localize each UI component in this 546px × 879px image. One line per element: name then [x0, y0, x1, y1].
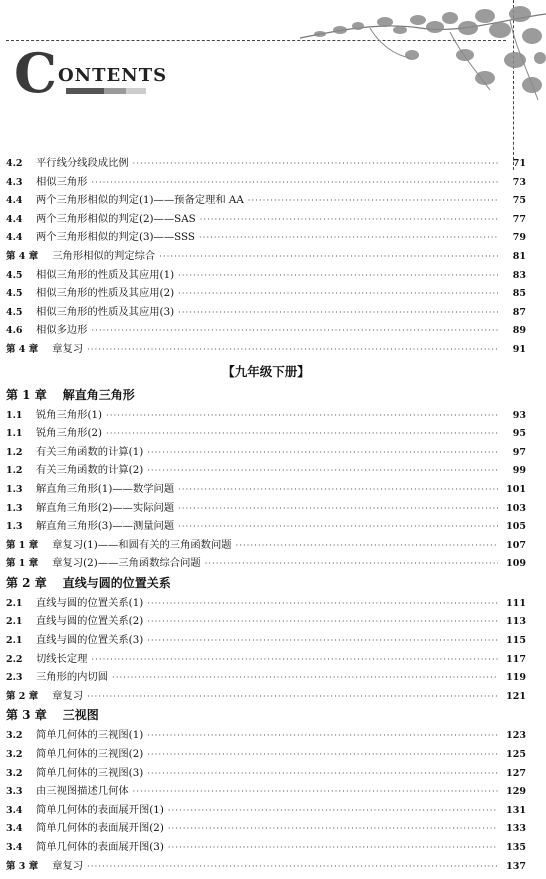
- leader-dots: [178, 271, 498, 280]
- leader-dots: [178, 504, 498, 513]
- entry-title: 两个三角形相似的判定(1)——预备定理和 AA: [36, 194, 244, 207]
- toc-entry[interactable]: [6, 461, 526, 480]
- entry-number: 第 1 章: [6, 558, 39, 570]
- unit-title: 三视图: [62, 708, 99, 723]
- entry-title: 相似三角形的性质及其应用(2): [36, 287, 175, 300]
- entry-page-number: 125: [506, 749, 526, 761]
- entry-number: 1.1: [6, 409, 23, 421]
- entry-number: 4.5: [6, 306, 23, 318]
- unit-3-heading: [6, 705, 526, 726]
- leader-dots: [87, 345, 498, 354]
- entry-page-number: 113: [506, 616, 526, 628]
- unit-title: 直线与圆的位置关系: [62, 575, 171, 590]
- entry-number: 1.1: [6, 428, 23, 440]
- entry-page-number: 89: [512, 325, 526, 337]
- leader-dots: [178, 289, 498, 298]
- entry-title: 章复习(2)——三角函数综合问题: [52, 557, 201, 570]
- toc-entry[interactable]: [6, 303, 526, 322]
- toc-entry[interactable]: [6, 154, 526, 173]
- unit-number: 第 1 章: [6, 387, 47, 402]
- leader-dots: [147, 769, 498, 778]
- entry-number: 4.5: [6, 288, 23, 300]
- entry-page-number: 123: [506, 730, 526, 742]
- entry-title: 解直角三角形(2)——实际问题: [36, 501, 175, 514]
- entry-number: 4.6: [6, 325, 23, 337]
- toc-entry[interactable]: [6, 499, 526, 518]
- entry-page-number: 111: [506, 597, 526, 609]
- entry-title: 切线长定理: [36, 652, 88, 665]
- entry-page-number: 91: [512, 343, 526, 355]
- toc-entry[interactable]: [6, 284, 526, 303]
- entry-number: 1.2: [6, 446, 23, 458]
- entry-page-number: 131: [506, 804, 526, 816]
- entry-title: 简单几何体的三视图(2): [36, 748, 144, 761]
- entry-number: 4.2: [6, 158, 23, 169]
- toc-entry[interactable]: [6, 764, 526, 783]
- entry-number: 4.4: [6, 195, 23, 207]
- leader-dots: [248, 196, 498, 205]
- toc-entry[interactable]: [6, 517, 526, 536]
- unit-3-entries: [6, 726, 526, 875]
- entry-title: 章复习: [52, 859, 84, 872]
- entry-page-number: 83: [512, 269, 526, 281]
- entry-number: 第 4 章: [6, 343, 39, 355]
- table-of-contents: [6, 154, 526, 875]
- leader-dots: [147, 750, 498, 759]
- entry-page-number: 99: [512, 465, 526, 477]
- entry-title: 有关三角函数的计算(2): [36, 464, 144, 477]
- entry-page-number: 71: [512, 158, 526, 169]
- toc-entry[interactable]: [6, 443, 526, 462]
- toc-entry[interactable]: [6, 480, 526, 499]
- toc-entry[interactable]: [6, 536, 526, 555]
- leader-dots: [199, 233, 498, 242]
- entry-number: 3.2: [6, 730, 23, 742]
- entry-page-number: 121: [506, 690, 526, 702]
- entry-page-number: 79: [512, 232, 526, 244]
- entry-title: 章复习: [52, 342, 84, 355]
- toc-entry[interactable]: [6, 687, 526, 706]
- toc-entry[interactable]: [6, 801, 526, 820]
- entry-number: 4.4: [6, 213, 23, 225]
- entry-title: 简单几何体的表面展开图(3): [36, 841, 164, 853]
- entry-title: 章复习(1)——和圆有关的三角函数问题: [52, 538, 232, 551]
- toc-entry[interactable]: [6, 424, 526, 443]
- leader-dots: [147, 466, 498, 475]
- leader-dots: [87, 862, 498, 871]
- entry-page-number: 133: [506, 823, 526, 835]
- leader-dots: [147, 599, 498, 608]
- entry-page-number: 95: [512, 428, 526, 440]
- leader-dots: [112, 673, 498, 682]
- entry-number: 3.4: [6, 842, 23, 853]
- entry-title: 有关三角函数的计算(1): [36, 445, 144, 458]
- entry-title: 简单几何体的表面展开图(1): [36, 803, 164, 816]
- entry-title: 相似三角形: [36, 175, 88, 188]
- logo-word: ONTENTS: [58, 65, 168, 86]
- entry-page-number: 127: [506, 767, 526, 779]
- entry-title: 锐角三角形(2): [36, 427, 103, 440]
- entry-number: 4.5: [6, 269, 23, 281]
- entry-title: 简单几何体的三视图(3): [36, 766, 144, 779]
- leader-dots: [106, 411, 498, 420]
- toc-entry[interactable]: [6, 668, 526, 687]
- entry-number: 3.3: [6, 786, 23, 798]
- toc-entry[interactable]: [6, 321, 526, 340]
- entry-number: 第 2 章: [6, 690, 39, 702]
- toc-entry[interactable]: [6, 210, 526, 229]
- entry-number: 2.1: [6, 635, 23, 647]
- entry-title: 两个三角形相似的判定(2)——SAS: [36, 212, 196, 225]
- toc-entry[interactable]: [6, 191, 526, 210]
- entry-title: 直线与圆的位置关系(1): [36, 596, 144, 609]
- unit-1-entries: [6, 406, 526, 573]
- entry-page-number: 103: [506, 502, 526, 514]
- toc-entry[interactable]: [6, 247, 526, 266]
- entry-page-number: 85: [512, 288, 526, 300]
- entry-page-number: 117: [506, 653, 526, 665]
- entry-number: 2.3: [6, 672, 23, 684]
- entry-title: 两个三角形相似的判定(3)——SSS: [36, 231, 195, 244]
- leader-dots: [87, 692, 498, 701]
- leader-dots: [200, 215, 498, 224]
- entry-title: 直线与圆的位置关系(3): [36, 634, 144, 647]
- leader-dots: [133, 787, 498, 796]
- toc-entry[interactable]: [6, 173, 526, 192]
- entry-number: 3.2: [6, 749, 23, 761]
- entry-number: 第 3 章: [6, 860, 39, 872]
- toc-entry[interactable]: [6, 612, 526, 631]
- leader-dots: [106, 429, 498, 438]
- leader-dots: [147, 731, 498, 740]
- entry-number: 4.4: [6, 232, 23, 244]
- entry-title: 平行线分线段成比例: [36, 157, 129, 169]
- entry-title: 简单几何体的三视图(1): [36, 729, 144, 742]
- toc-entry[interactable]: [6, 819, 526, 838]
- entry-title: 锐角三角形(1): [36, 408, 103, 421]
- toc-entry[interactable]: [6, 594, 526, 613]
- unit-number: 第 3 章: [6, 708, 47, 723]
- ivy-leaves-decoration-icon: [300, 0, 546, 110]
- entry-number: 第 1 章: [6, 539, 39, 551]
- entry-page-number: 129: [506, 786, 526, 798]
- unit-2-heading: [6, 573, 526, 594]
- leader-dots: [147, 448, 498, 457]
- volume-title: 【九年级下册】: [222, 363, 310, 379]
- toc-entry[interactable]: [6, 406, 526, 425]
- leader-dots: [178, 308, 498, 317]
- unit-number: 第 2 章: [6, 575, 47, 590]
- toc-entry[interactable]: [6, 228, 526, 247]
- entry-number: 2.2: [6, 653, 23, 665]
- leader-dots: [168, 806, 498, 815]
- unit-2-entries: [6, 594, 526, 706]
- entry-title: 相似三角形的性质及其应用(1): [36, 268, 175, 281]
- entry-page-number: 109: [506, 558, 526, 570]
- entry-title: 章复习: [52, 689, 84, 702]
- entry-title: 相似多边形: [36, 324, 88, 337]
- entry-number: 4.3: [6, 176, 23, 188]
- leader-dots: [159, 252, 498, 261]
- entry-page-number: 115: [506, 635, 526, 647]
- entry-page-number: 119: [506, 672, 526, 684]
- entry-title: 解直角三角形(3)——测量问题: [36, 520, 175, 533]
- toc-part1: [6, 154, 526, 359]
- logo-bars: [66, 88, 146, 94]
- leader-dots: [178, 522, 498, 531]
- entry-page-number: 87: [512, 306, 526, 318]
- toc-entry[interactable]: [6, 554, 526, 573]
- toc-entry[interactable]: [6, 266, 526, 285]
- entry-page-number: 75: [512, 195, 526, 207]
- entry-number: 1.3: [6, 483, 23, 495]
- entry-number: 3.4: [6, 804, 23, 816]
- entry-number: 3.2: [6, 767, 23, 779]
- entry-title: 解直角三角形(1)——数学问题: [36, 482, 175, 495]
- entry-page-number: 73: [512, 176, 526, 188]
- entry-number: 2.1: [6, 597, 23, 609]
- entry-number: 1.2: [6, 465, 23, 477]
- entry-page-number: 77: [512, 213, 526, 225]
- leader-dots: [133, 159, 498, 168]
- toc-entry[interactable]: [6, 745, 526, 764]
- toc-entry[interactable]: [6, 838, 526, 857]
- entry-title: 三角形的内切圆: [36, 671, 109, 684]
- entry-number: 2.1: [6, 616, 23, 628]
- leader-dots: [205, 559, 498, 568]
- entry-number: 1.3: [6, 521, 23, 533]
- leader-dots: [168, 824, 498, 833]
- logo-initial: C: [14, 41, 57, 105]
- entry-page-number: 105: [506, 521, 526, 533]
- toc-entry[interactable]: [6, 340, 526, 359]
- entry-title: 由三视图描述几何体: [36, 785, 129, 798]
- leader-dots: [168, 843, 498, 852]
- entry-page-number: 93: [512, 409, 526, 421]
- leader-dots: [91, 655, 498, 664]
- leader-dots: [91, 326, 498, 335]
- toc-entry[interactable]: [6, 782, 526, 801]
- entry-number: 1.3: [6, 502, 23, 514]
- entry-title: 三角形相似的判定综合: [52, 249, 156, 262]
- entry-page-number: 101: [506, 483, 526, 495]
- leader-dots: [91, 178, 498, 187]
- leader-dots: [178, 485, 498, 494]
- entry-page-number: 107: [506, 539, 526, 551]
- unit-title: 解直角三角形: [62, 387, 135, 402]
- toc-entry[interactable]: [6, 857, 526, 876]
- entry-page-number: 135: [506, 842, 526, 853]
- entry-page-number: 97: [512, 446, 526, 458]
- toc-entry[interactable]: [6, 726, 526, 745]
- entry-number: 第 4 章: [6, 250, 39, 262]
- entry-title: 直线与圆的位置关系(2): [36, 615, 144, 628]
- entry-title: 简单几何体的表面展开图(2): [36, 822, 164, 835]
- leader-dots: [147, 636, 498, 645]
- entry-number: 3.4: [6, 823, 23, 835]
- leader-dots: [147, 617, 498, 626]
- toc-entry[interactable]: [6, 631, 526, 650]
- leader-dots: [236, 541, 498, 550]
- unit-1-heading: [6, 385, 526, 406]
- toc-entry[interactable]: [6, 650, 526, 669]
- entry-title: 相似三角形的性质及其应用(3): [36, 305, 175, 318]
- entry-page-number: 137: [506, 860, 526, 872]
- entry-page-number: 81: [512, 250, 526, 262]
